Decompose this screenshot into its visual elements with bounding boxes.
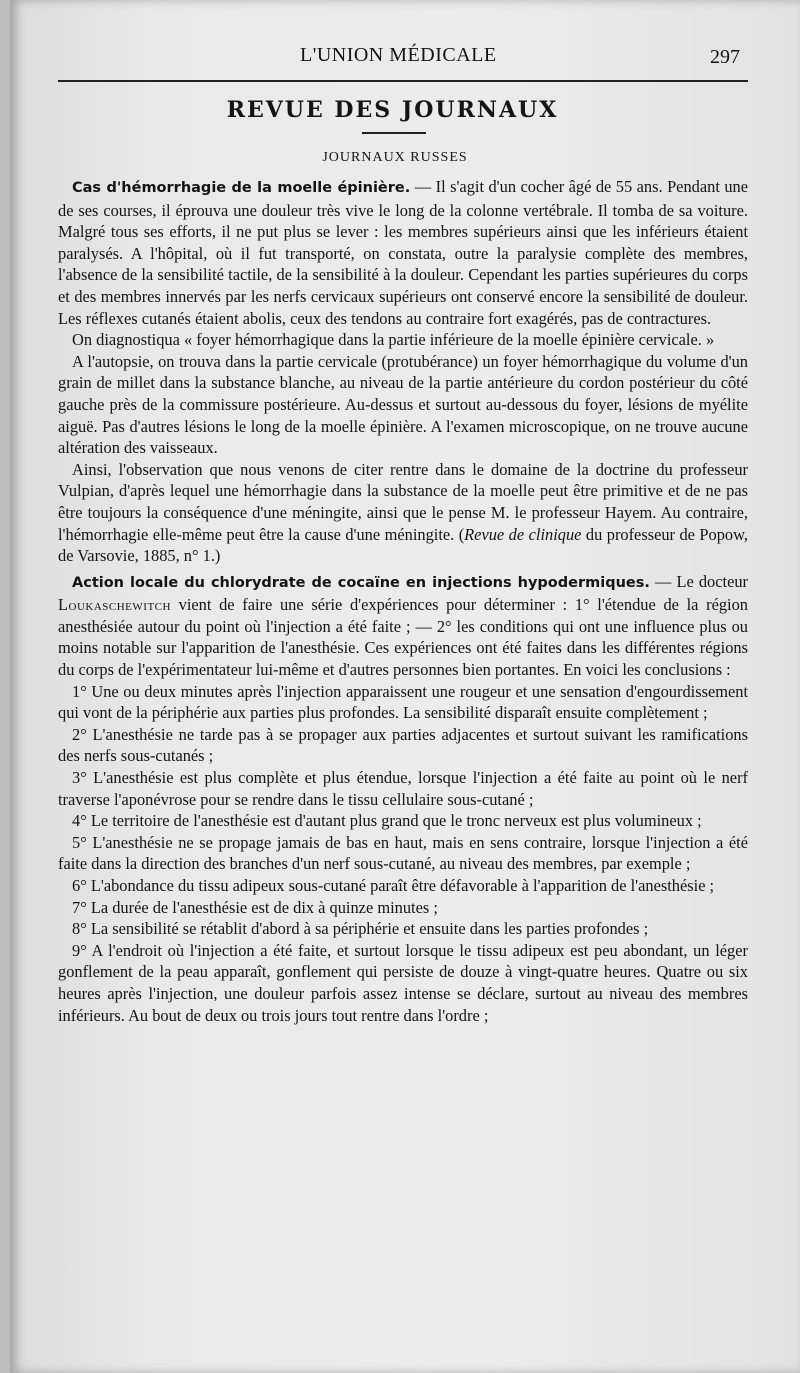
running-title: L'UNION MÉDICALE: [300, 44, 497, 66]
journal-page: [10, 0, 800, 1373]
conclusion-item: 5° L'anesthésie ne se propage jamais de bas en haut, mais en sens contraire, lorsque l'injection a été faite dans la direction des branches d'un nerf sous-cutané, au niveau des membres, par exemple ;: [58, 832, 748, 874]
article1-paragraph: On diagnostiqua « foyer hémorrhagique dans la partie inférieure de la moelle épinière cervicale. »: [72, 330, 715, 350]
page-number: 297: [710, 46, 740, 68]
article-body: [58, 176, 748, 1026]
conclusion-item: 7° La durée de l'anesthésie est de dix à quinze minutes ;: [72, 897, 438, 917]
article1-p4-tail: du professeur de Popow, de Varsovie, 1885, n° 1.): [58, 524, 748, 566]
author-name: Loukaschewitch: [58, 595, 171, 615]
header-rule: [58, 80, 748, 82]
conclusion-item: 9° A l'endroit où l'injection a été faite, et surtout lorsque le tissu adipeux est peu abondant, un léger gonflement de la peau apparaît, gonflement qui persiste de douze à vingt-quatre heures. Quatre ou six heures après l'injection, une douleur parfois assez intense se déclare, surtout au niveau des membres inférieurs. Au bout de deux ou trois jours tout rentre dans l'ordre ;: [58, 940, 748, 1025]
article1-lead-paragraph: [58, 176, 748, 329]
article1-lead-text: — Il s'agit d'un cocher âgé de 55 ans. Pendant une de ses courses, il éprouva une douleur très vive le long de la colonne vertébrale. Il tomba de sa voiture. Malgré tous ses efforts, il ne put plus se lever : les membres supérieurs ainsi que les inférieurs étaient paralysés. A l'hôpital, où il fut transporté, on constata, outre la paralysie complète des membres, l'absence de la sensibilité tactile, de la sensibilité à la douleur. Cependant les parties supérieures du corps et des membres innervés par les nerfs cervicaux supérieurs ont conservé encore la sensibilité de douleur. Les réflexes cutanés étaient abolis, ceux des tendons au contraire fort exagérés, pas de contractures.: [58, 177, 749, 328]
conclusion-item: 6° L'abondance du tissu adipeux sous-cutané paraît être défavorable à l'apparition de l'anesthésie ;: [72, 876, 715, 895]
conclusion-item: 8° La sensibilité se rétablit d'abord à sa périphérie et ensuite dans les parties profondes ;: [72, 919, 649, 939]
article1-paragraph: A l'autopsie, on trouva dans la partie cervicale (protubérance) un foyer hémorrhagique du volume d'un grain de millet dans la substance blanche, au niveau de la partie antérieure du cordon postérieur du côté gauche près de la commissure postérieure. Au-dessus et surtout au-dessous du foyer, lésions de myélite aiguë. Pas d'autres lésions le long de la moelle épinière. A l'examen microscopique, on ne trouve aucune altération des vaisseaux.: [58, 351, 748, 458]
title-rule: [362, 132, 426, 134]
conclusion-item: 4° Le territoire de l'anesthésie est d'autant plus grand que le tronc nerveux est plus volumineux ;: [72, 811, 702, 831]
conclusion-item: 3° L'anesthésie est plus complète et plus étendue, lorsque l'injection a été faite au point où le nerf traverse l'aponévrose pour se rendre dans le tissu cellulaire sous-cutané ;: [58, 768, 748, 809]
article1-paragraph: [58, 459, 748, 567]
section-title: REVUE DES JOURNAUX: [226, 97, 559, 123]
subsection-title: JOURNAUX RUSSES: [322, 150, 468, 165]
article1-title: Cas d'hémorrhagie de la moelle épinière.: [72, 180, 411, 196]
article2-title: Action locale du chlorydrate de cocaïne en injections hypodermiques.: [72, 574, 650, 591]
article2-lead-post: vient de faire une série d'expériences pour déterminer : 1° l'étendue de la région anesthésiée autour du point où l'injection a été faite ; — 2° les conditions qui ont une influence plus ou moins notable sur l'apparition de l'anesthésie. Ces expériences ont été faites dans les différentes régions du corps de l'expérimentateur lui-même et d'autres personnes bien portantes. En voici les conclusions :: [58, 595, 748, 680]
journal-source: Revue de clinique: [464, 524, 582, 544]
conclusion-item: 1° Une ou deux minutes après l'injection apparaissent une rougeur et une sensation d'engourdissement qui vont de la périphérie aux parties plus profondes. La sensibilité disparaît ensuite complètement ;: [58, 681, 748, 723]
article1-p4-text: Ainsi, l'observation que nous venons de citer rentre dans le domaine de la doctrine du professeur Vulpian, d'après lequel une hémorrhagie dans la substance de la moelle peut être primitive et de ne pas être toujours la conséquence d'une méningite, ainsi que le pense M. le professeur Hayem. Au contraire, l'hémorrhagie elle-même peut être la cause d'une méningite. (: [58, 459, 748, 544]
article2-lead-paragraph: [58, 571, 748, 681]
article2-lead-pre: — Le docteur: [649, 571, 748, 591]
conclusion-item: 2° L'anesthésie ne tarde pas à se propager aux parties adjacentes et surtout suivant les ramifications des nerfs sous-cutanés ;: [58, 724, 748, 766]
